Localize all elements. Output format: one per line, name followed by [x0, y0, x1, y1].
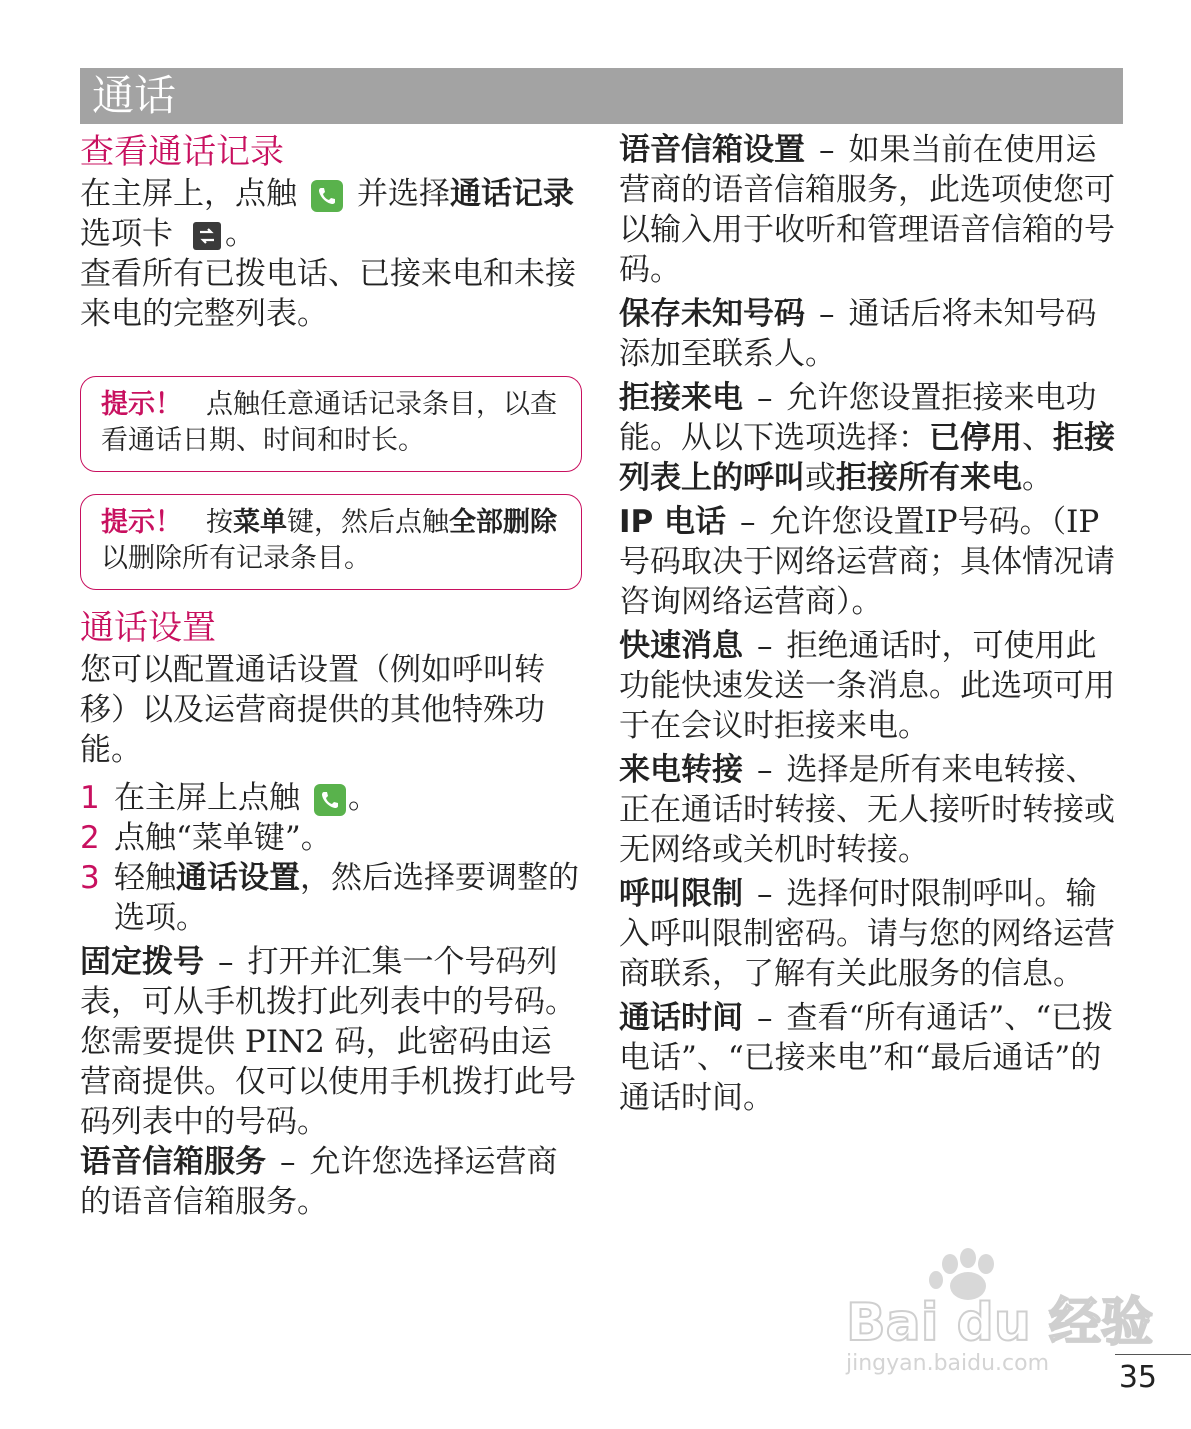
- page-title: 通话: [92, 71, 177, 120]
- step-item: 1 在主屏上点触 。: [80, 780, 379, 816]
- call-settings-intro: 您可以配置通话设置（例如呼叫转移）以及运营商提供的其他特殊功能。: [80, 652, 545, 768]
- setting-item-call-barring: 呼叫限制 – 选择何时限制呼叫。输入呼叫限制密码。请与您的网络运营商联系，了解有关此服务的信息。: [619, 876, 1115, 992]
- tip-label: 提示！: [101, 507, 182, 538]
- page-number-rule: [1115, 1354, 1191, 1355]
- setting-item-reject-call: 拒接来电 – 允许您设置拒接来电功能。从以下选项选择：已停用、拒接列表上的呼叫或拒接所有来电。: [619, 380, 1115, 496]
- page-number: 35: [1118, 1360, 1157, 1395]
- step-item: 2 点触“菜单键”。: [80, 820, 332, 856]
- section-title-call-settings: 通话设置: [80, 608, 216, 648]
- watermark-brand: Bai du 经验: [846, 1293, 1153, 1353]
- setting-item-call-forwarding: 来电转接 – 选择是所有来电转接、正在通话时转接、无人接听时转接或无网络或关机时转接。: [619, 752, 1115, 868]
- step-number: 1: [80, 780, 100, 816]
- setting-item-save-unknown: 保存未知号码 – 通话后将未知号码添加至联系人。: [619, 296, 1097, 372]
- setting-item-voicemail-service: 语音信箱服务 – 允许您选择运营商的语音信箱服务。: [80, 1144, 558, 1220]
- phone-icon: [314, 784, 346, 816]
- tip-text: 点触任意通话记录条目，以查看通话日期、时间和时长。: [101, 389, 557, 456]
- setting-item-fixed-dialing: 固定拨号 – 打开并汇集一个号码列表，可从手机拨打此列表中的号码。您需要提供 PIN2 码，此密码由运营商提供。仅可以使用手机拨打此号码列表中的号码。: [80, 944, 576, 1140]
- tip-box-1: [80, 376, 582, 472]
- tip-box-2: 提示！ 按菜单键，然后点触全部删除以删除所有记录条目。: [80, 494, 582, 590]
- setting-item-quick-message: 快速消息 – 拒绝通话时，可使用此功能快速发送一条消息。此选项可用于在会议时拒接来电。: [619, 628, 1115, 744]
- call-log-instructions: 在主屏上，点触 并选择通话记录选项卡 。: [80, 176, 574, 252]
- header-bar: [80, 68, 1123, 124]
- step-item: 3 轻触通话设置，然后选择要调整的选项。: [80, 860, 579, 936]
- call-log-tab-icon: [193, 222, 221, 250]
- call-log-description: 查看所有已拨电话、已接来电和未接来电的完整列表。: [80, 256, 576, 332]
- setting-item-ip-call: IP 电话 – 允许您设置IP号码。（IP号码取决于网络运营商；具体情况请咨询网络运营商）。: [619, 504, 1115, 620]
- setting-item-call-duration: 通话时间 – 查看“所有通话”、“已拨电话”、“已接来电”和“最后通话”的通话时间。: [619, 1000, 1114, 1116]
- step-number: 2: [80, 820, 100, 856]
- section-title-call-log: 查看通话记录: [80, 132, 284, 172]
- step-number: 3: [80, 860, 100, 896]
- setting-item-voicemail-settings: 语音信箱设置 – 如果当前在使用运营商的语音信箱服务，此选项使您可以输入用于收听和管理语音信箱的号码。: [619, 132, 1115, 288]
- tip-label: 提示！: [101, 389, 182, 420]
- phone-icon: [311, 180, 343, 212]
- right-column: [619, 130, 1119, 1118]
- watermark-url: jingyan.baidu.com: [846, 1351, 1050, 1376]
- left-column: [80, 130, 580, 1222]
